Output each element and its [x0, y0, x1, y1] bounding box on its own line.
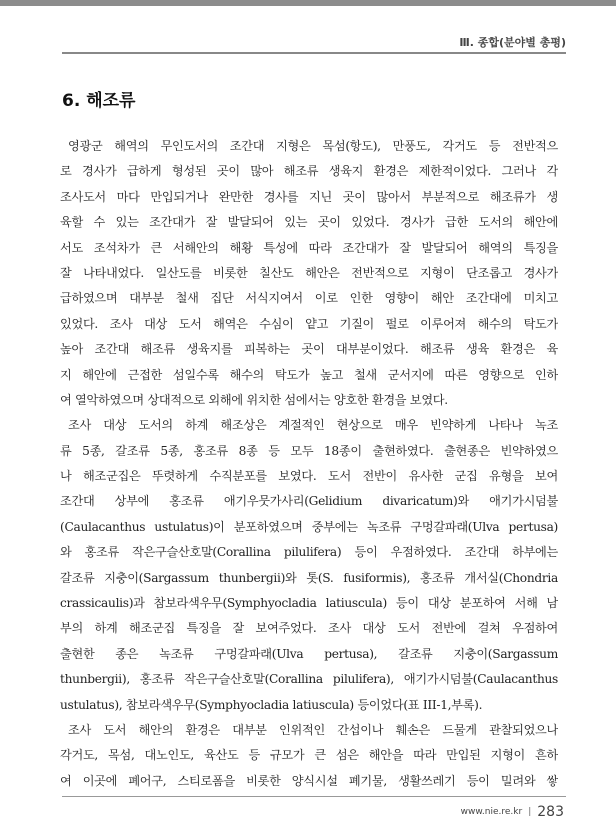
text-line: 서도 조석차가 큰 서해안의 해황 특성에 따라 조간대가 잘 발달되어 해역의 특징을	[60, 240, 558, 255]
text-line: ustulatus), 참보라색우무(Symphyocladia latiuscula) 등이었다(표 III-1,부록).	[60, 697, 483, 712]
text-line: 조사도서 마다 만입되거나 완만한 경사를 지닌 곳이 많아서 부분적으로 해조류가 생	[60, 189, 558, 204]
text-line: 출현한 종은 녹조류 구멍갈파래(Ulva pertusa), 갈조류 지충이(Sargassum	[60, 646, 558, 661]
page-footer	[461, 804, 564, 820]
header-rule	[62, 52, 566, 54]
footer-url: www.nie.re.kr	[460, 807, 523, 817]
text-line: thunbergii), 홍조류 작은구슬산호말(Corallina pilulifera), 애기가시덤불(Caulacanthus	[60, 672, 558, 687]
text-line: 조사 대상 도서의 하계 해조상은 계절적인 현상으로 매우 빈약하게 나타나 녹조	[68, 418, 558, 433]
text-line: 여 이곳에 폐어구, 스티로폼을 비롯한 양식시설 폐기물, 생활쓰레기 등이 밀려와 쌓	[60, 773, 558, 788]
text-line: 여 열악하였으며 상대적으로 외해에 위치한 섬에서는 양호한 환경을 보였다.	[60, 392, 448, 407]
text-line: 육할 수 있는 조간대가 잘 발달되어 있는 곳이 있었다. 경사가 급한 도서의 해안에	[60, 215, 558, 230]
text-line: 와 홍조류 작은구슬산호말(Corallina pilulifera) 등이 우점하였다. 조간대 하부에는	[60, 545, 558, 560]
text-line: 각거도, 목섬, 대노인도, 육산도 등 규모가 큰 섬은 해안을 따라 만입된 지형이 흔하	[60, 748, 558, 763]
text-line: 잘 나타내었다. 일산도를 비롯한 칠산도 해안은 전반적으로 지형이 단조롭고 경사가	[60, 265, 558, 280]
text-line: 조사 도서 해안의 환경은 대부분 인위적인 간섭이나 훼손은 드물게 관찰되었으나	[68, 722, 558, 737]
text-line: 나 해조군집은 뚜렷하게 수직분포를 보였다. 도서 전반이 유사한 군집 유형을 보여	[60, 469, 558, 484]
text-line: 급하였으며 대부분 철새 집단 서식지여서 이로 인한 영향이 해안 조간대에 미치고	[60, 291, 558, 306]
text-line: 영광군 해역의 무인도서의 조간대 지형은 목섬(항도), 만풍도, 각거도 등 전반적으	[68, 139, 558, 153]
text-line: crassicaulis)과 참보라색우무(Symphyocladia latiuscula) 등이 대상 분포하여 서해 남	[60, 596, 558, 611]
text-line: 조간대 상부에 홍조류 애기우뭇가사리(Gelidium divaricatum)와 애기가시덤불	[60, 494, 558, 509]
text-line: 부의 하계 해조군집 특징을 잘 보여주었다. 조사 대상 도서 전반에 걸쳐 우점하여	[60, 621, 558, 636]
text-line: 갈조류 지충이(Sargassum thunbergii)와 톳(S. fusiformis), 홍조류 개서실(Chondria	[60, 570, 558, 585]
running-header: Ⅲ. 종합(분야별 총평)	[459, 36, 566, 49]
footer-separator: |	[528, 807, 532, 817]
text-line: (Caulacanthus ustulatus)이 분포하였으며 중부에는 녹조류 구멍갈파래(Ulva pertusa)	[60, 519, 558, 534]
text-line: 로 경사가 급하게 형성된 곳이 많아 해조류 생육지 환경은 제한적이었다. 그러나 각	[60, 164, 558, 179]
page-number: 283	[537, 804, 564, 820]
text-line: 류 5종, 갈조류 5종, 홍조류 8종 등 모두 18종이 출현하였다. 출현종은 빈약하였으	[60, 443, 558, 458]
top-accent-bar	[0, 0, 616, 6]
body-text	[60, 134, 558, 794]
text-line: 높아 조간대 해조류 생육지를 피복하는 곳이 대부분이었다. 해조류 생육 환경은 육	[60, 342, 558, 357]
text-line: 있었다. 조사 대상 도서 해역은 수심이 얕고 기질이 펄로 이루어져 해수의 탁도가	[60, 316, 558, 331]
text-line: 지 해안에 근접한 섬일수록 해수의 탁도가 높고 철새 군서지에 따른 영향으로 인하	[60, 367, 558, 382]
section-title: 6. 해조류	[62, 91, 136, 111]
footer-rule	[62, 796, 566, 797]
